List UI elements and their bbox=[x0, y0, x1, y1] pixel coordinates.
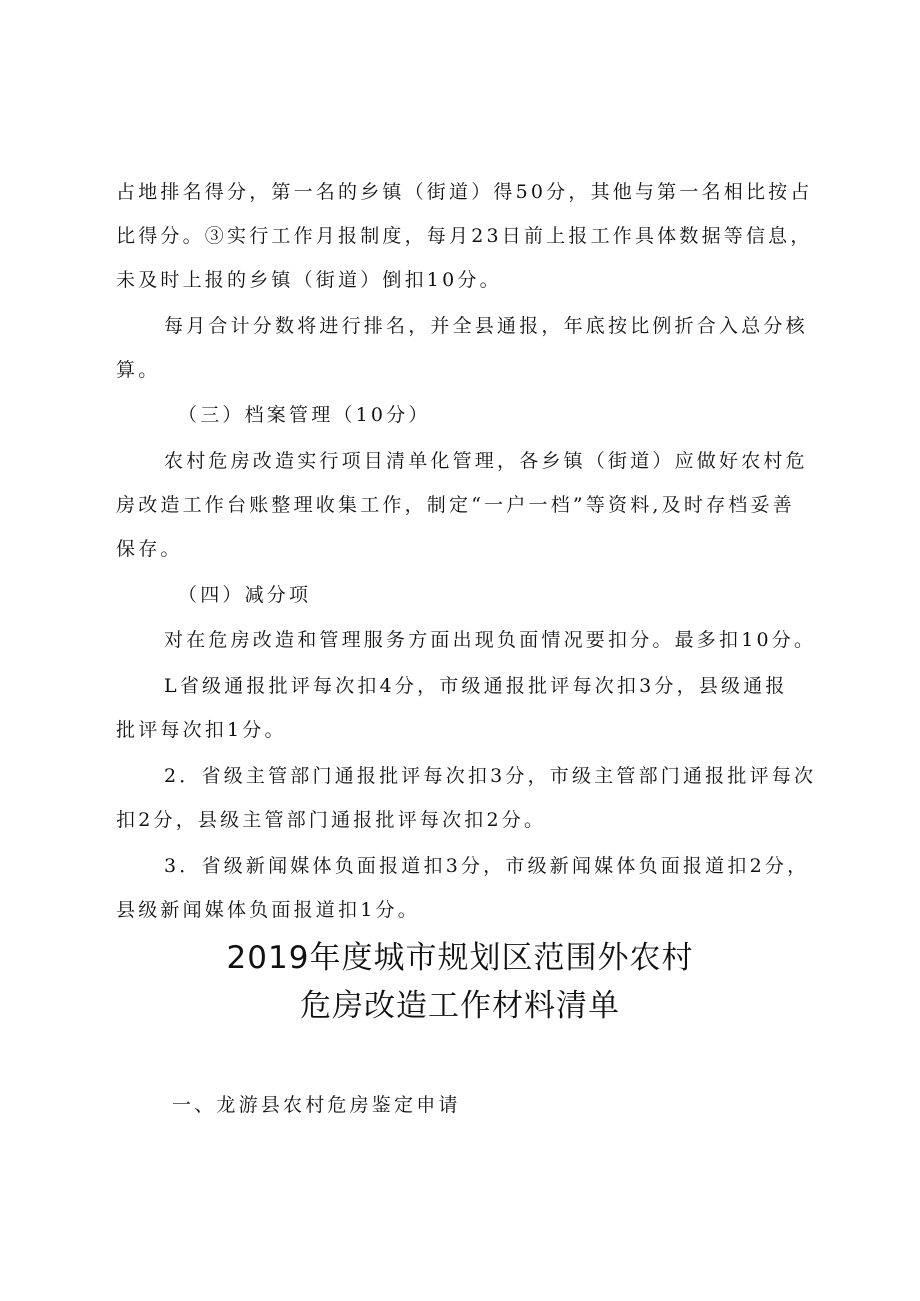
paragraph-line: 保存。 bbox=[116, 538, 183, 560]
paragraph-line: 扣2分，县级主管部门通报批评每次扣2分。 bbox=[116, 809, 547, 831]
section-heading: （四）减分项 bbox=[178, 584, 312, 606]
section-heading: （三）档案管理（10分） bbox=[178, 404, 431, 426]
paragraph-line: 农村危房改造实行项目清单化管理，各乡镇（街道）应做好农村危 bbox=[164, 450, 808, 472]
paragraph-line: 批评每次扣1分。 bbox=[116, 719, 287, 741]
paragraph-line: 县级新闻媒体负面报道扣1分。 bbox=[116, 899, 420, 921]
paragraph-line: L省级通报批评每次扣4分，市级通报批评每次扣3分，县级通报 bbox=[164, 675, 788, 697]
paragraph-line: 房改造工作台账整理收集工作，制定“一户一档”等资料,及时存档妥善 bbox=[116, 494, 795, 516]
paragraph-line: 3．省级新闻媒体负面报道扣3分，市级新闻媒体负面报道扣2分， bbox=[164, 855, 810, 877]
list-heading: 一、龙游县农村危房鉴定申请 bbox=[172, 1094, 461, 1116]
paragraph-line: 对在危房改造和管理服务方面出现负面情况要扣分。最多扣10分。 bbox=[164, 629, 817, 651]
document-title-line-2: 危房改造工作材料清单 bbox=[300, 988, 620, 1024]
paragraph-line: 比得分。③实行工作月报制度，每月23日前上报工作具体数据等信息， bbox=[116, 225, 813, 247]
paragraph-line: 算。 bbox=[116, 359, 161, 381]
paragraph-line: 占地排名得分，第一名的乡镇（街道）得50分，其他与第一名相比按占 bbox=[116, 181, 813, 203]
paragraph-line: 每月合计分数将进行排名，并全县通报，年底按比例折合入总分核 bbox=[164, 315, 808, 337]
paragraph-line: 2．省级主管部门通报批评每次扣3分，市级主管部门通报批评每次 bbox=[164, 765, 817, 787]
paragraph-line: 未及时上报的乡镇（街道）倒扣10分。 bbox=[116, 269, 502, 291]
document-title-line-1: 2019年度城市规划区范围外农村 bbox=[226, 940, 694, 976]
